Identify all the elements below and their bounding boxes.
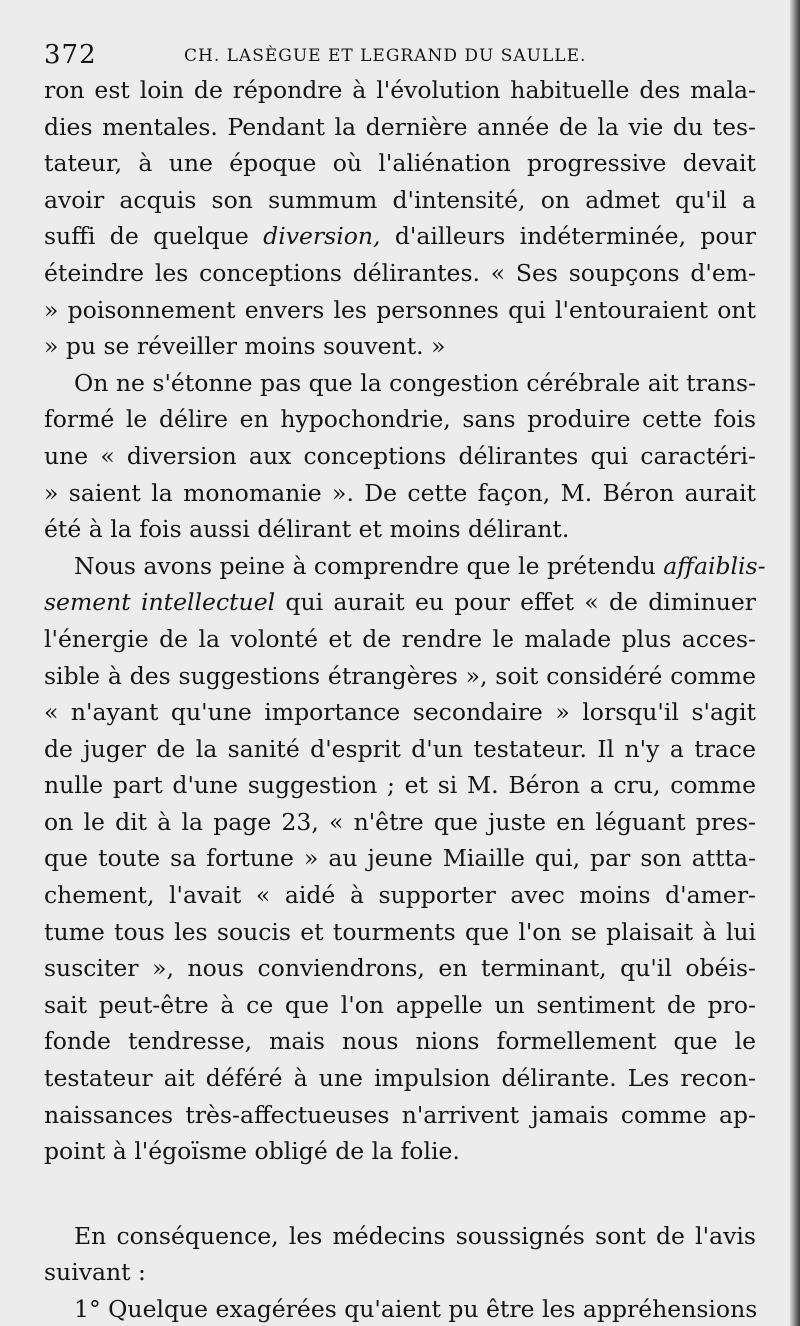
text-line: ron est loin de répondre à l'évolution habituelle des mala- bbox=[44, 76, 756, 104]
text-line bbox=[44, 548, 766, 585]
text-line: « n'ayant qu'une importance secondaire » lorsqu'il s'agit bbox=[44, 698, 756, 727]
italic-term: affaiblis- bbox=[663, 551, 766, 580]
text-span: qui aurait eu pour effet « de diminuer bbox=[285, 588, 756, 617]
text-line: naissances très-affectueuses n'arrivent jamais comme ap- bbox=[44, 1100, 756, 1129]
text-span: Nous avons peine à comprendre que le prétendu bbox=[74, 551, 656, 580]
text-line: nulle part d'une suggestion ; et si M. Béron a cru, comme bbox=[44, 771, 756, 800]
text-line: avoir acquis son summum d'intensité, on admet qu'il a bbox=[44, 185, 756, 214]
body-text bbox=[44, 72, 766, 1326]
text-line: tume tous les soucis et tourments que l'on se plaisait à lui bbox=[44, 917, 756, 946]
page-header bbox=[44, 38, 760, 72]
text-line: susciter », nous conviendrons, en terminant, qu'il obéis- bbox=[44, 954, 756, 983]
text-line: l'énergie de la volonté et de rendre le malade plus acces- bbox=[44, 624, 756, 653]
text-line: En conséquence, les médecins soussignés sont de l'avis bbox=[74, 1221, 756, 1250]
text-line: 1° Quelque exagérées qu'aient pu être les appréhensions bbox=[74, 1295, 758, 1323]
text-line: suivant : bbox=[44, 1258, 146, 1287]
paragraph-2 bbox=[44, 365, 756, 548]
text-line: on le dit à la page 23, « n'être que juste en léguant pres- bbox=[44, 807, 756, 836]
text-line: » pu se réveiller moins souvent. » bbox=[44, 332, 446, 361]
paragraph-3 bbox=[44, 548, 766, 1170]
text-line: point à l'égoïsme obligé de la folie. bbox=[44, 1137, 460, 1166]
text-line: chement, l'avait « aidé à supporter avec moins d'amer- bbox=[44, 881, 756, 910]
text-line bbox=[44, 584, 756, 621]
text-line: que toute sa fortune » au jeune Miaille qui, par son attta- bbox=[44, 844, 756, 873]
paragraph-1 bbox=[44, 72, 756, 365]
text-line: » saient la monomanie ». De cette façon, M. Béron aurait bbox=[44, 478, 756, 507]
text-line: une « diversion aux conceptions délirantes qui caractéri- bbox=[44, 441, 756, 470]
text-span: suffi de quelque bbox=[44, 222, 249, 251]
text-line: été à la fois aussi délirant et moins délirant. bbox=[44, 515, 570, 544]
page-number: 372 bbox=[44, 40, 97, 70]
running-title: CH. LASÈGUE ET LEGRAND DU SAULLE. bbox=[184, 46, 587, 66]
page-edge-shadow bbox=[790, 0, 800, 1326]
text-line: éteindre les conceptions délirantes. « Ses soupçons d'em- bbox=[44, 258, 756, 287]
text-line: sait peut-être à ce que l'on appelle un sentiment de pro- bbox=[44, 990, 756, 1019]
text-line: de juger de la sanité d'esprit d'un testateur. Il n'y a trace bbox=[44, 734, 756, 763]
italic-term: diversion, bbox=[263, 222, 381, 251]
italic-term: sement intellectuel bbox=[44, 588, 276, 617]
text-line: tateur, à une époque où l'aliénation progressive devait bbox=[44, 149, 756, 178]
text-line: sible à des suggestions étrangères », soit considéré comme bbox=[44, 661, 756, 690]
text-line: formé le délire en hypochondrie, sans produire cette fois bbox=[44, 405, 756, 434]
text-line: testateur ait déféré à une impulsion délirante. Les recon- bbox=[44, 1064, 756, 1093]
text-line: dies mentales. Pendant la dernière année de la vie du tes- bbox=[44, 112, 756, 141]
paragraph-4 bbox=[44, 1218, 756, 1291]
text-line: » poisonnement envers les personnes qui l'entouraient ont bbox=[44, 295, 756, 324]
text-line: fonde tendresse, mais nous nions formellement que le bbox=[44, 1027, 756, 1056]
paragraph-5 bbox=[44, 1291, 756, 1326]
text-line bbox=[44, 218, 756, 255]
paragraph-gap bbox=[44, 1170, 756, 1218]
text-span: d'ailleurs indéterminée, pour bbox=[394, 222, 756, 251]
text-line: On ne s'étonne pas que la congestion cérébrale ait trans- bbox=[74, 368, 757, 397]
